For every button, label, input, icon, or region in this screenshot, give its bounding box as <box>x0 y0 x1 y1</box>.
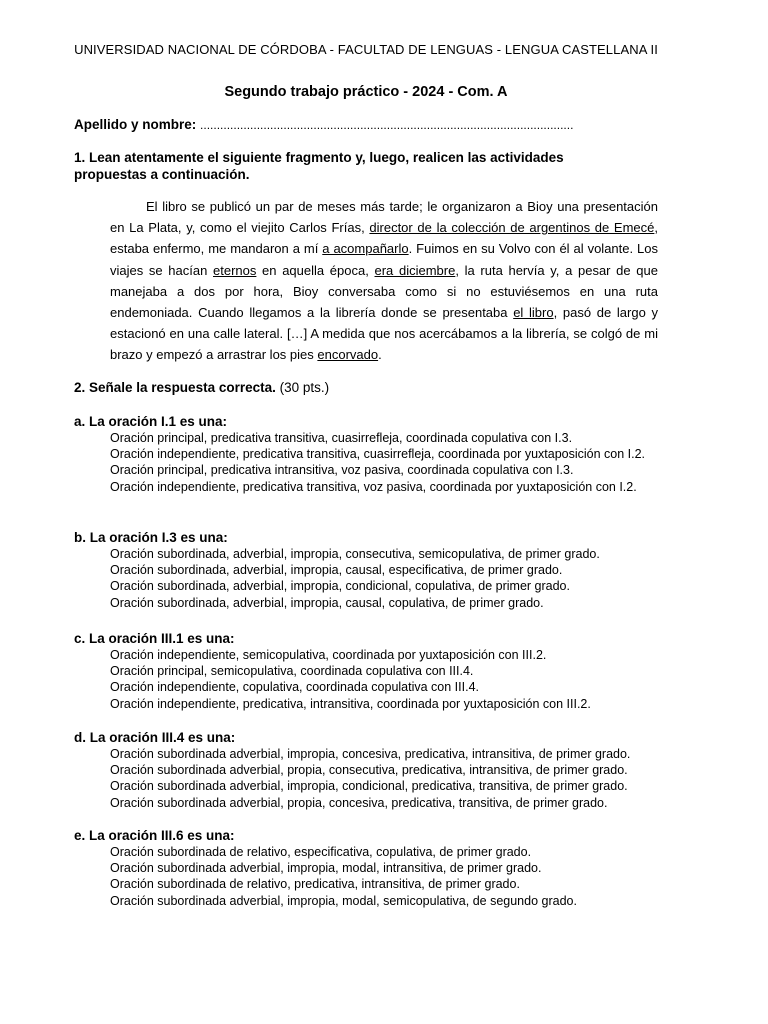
question-2-label: 2. Señale la respuesta correcta. <box>74 380 276 395</box>
option-item: Oración subordinada adverbial, propia, concesiva, predicativa, transitiva, de primer grado. <box>110 795 608 810</box>
question-2-points: (30 pts.) <box>275 380 330 395</box>
option-item: Oración subordinada adverbial, propia, consecutiva, predicativa, intransitiva, de primer grado. <box>110 763 628 778</box>
underlined-fragment: director de la colección de argentinos de Emecé <box>369 220 655 236</box>
section-a <box>74 413 664 495</box>
option-item: Oración independiente, predicativa transitiva, voz pasiva, coordinada por yuxtaposición con I.2. <box>110 479 637 494</box>
section-heading: c. La oración III.1 es una: <box>74 631 235 646</box>
name-label: Apellido y nombre: <box>74 117 197 132</box>
option-item: Oración independiente, semicopulativa, coordinada por yuxtaposición con III.2. <box>110 648 547 662</box>
option-item: Oración principal, predicativa intransitiva, voz pasiva, coordinada copulativa con I.3. <box>110 463 574 478</box>
question-1: 1. Lean atentamente el siguiente fragmento y, luego, realicen las actividades propuestas a continuación. <box>74 150 564 182</box>
university-header: UNIVERSIDAD NACIONAL DE CÓRDOBA - FACULTAD DE LENGUAS - LENGUA CASTELLANA II <box>74 42 658 57</box>
option-item: Oración subordinada adverbial, impropia, modal, intransitiva, de primer grado. <box>110 861 542 876</box>
option-item: Oración independiente, predicativa transitiva, cuasirrefleja, coordinada por yuxtaposición con I.2. <box>110 447 646 462</box>
option-item: Oración subordinada, adverbial, impropia, causal, especificativa, de primer grado. <box>110 563 563 578</box>
passage-text: , la ruta hervía y, a pesar de que manejaba a dos por hora, Bioy conversaba como si no estuviésemos en una ruta endemoniada. Cuando llegamos a la librería donde se presentaba <box>110 262 658 321</box>
section-b <box>74 529 664 611</box>
passage-text: , estaba enfermo, me mandaron a mí <box>110 220 659 257</box>
underlined-fragment: era diciembre <box>374 262 456 278</box>
option-item: Oración subordinada, adverbial, impropia, condicional, copulativa, de primer grado. <box>110 579 570 594</box>
page-title: Segundo trabajo práctico - 2024 - Com. A <box>224 84 508 100</box>
passage-text: , pasó de largo y estacionó en una calle lateral. […] A medida que nos acercábamos a la librería, se colgó de mi brazo y empezó a arrastrar los pies <box>110 305 658 363</box>
option-item: Oración independiente, predicativa, intransitiva, coordinada por yuxtaposición con III.2. <box>110 696 591 711</box>
option-item: Oración principal, predicativa transitiva, cuasirrefleja, coordinada copulativa con I.3. <box>110 431 573 445</box>
option-item: Oración subordinada adverbial, impropia, concesiva, predicativa, intransitiva, de primer grado. <box>110 747 631 761</box>
passage-text: . <box>378 347 382 363</box>
section-heading: e. La oración III.6 es una: <box>74 828 235 843</box>
passage-text: . Fuimos en su Volvo con él al volante. Los viajes se hacían <box>110 241 659 278</box>
reading-passage <box>110 196 658 366</box>
underlined-fragment: encorvado <box>317 347 379 363</box>
name-blank-dots: ................................................................................................................ <box>200 118 574 132</box>
section-heading: a. La oración I.1 es una: <box>74 414 228 429</box>
option-item: Oración independiente, copulativa, coordinada copulativa con III.4. <box>110 680 479 695</box>
passage-text: en aquella época, <box>256 262 375 278</box>
section-d <box>74 729 664 811</box>
option-item: Oración principal, semicopulativa, coordinada copulativa con III.4. <box>110 664 474 679</box>
section-heading: d. La oración III.4 es una: <box>74 730 236 745</box>
underlined-fragment: el libro <box>513 305 554 321</box>
option-item: Oración subordinada de relativo, especificativa, copulativa, de primer grado. <box>110 845 532 859</box>
underlined-fragment: a acompañarlo <box>322 241 409 257</box>
name-field-line <box>74 117 573 132</box>
section-e <box>74 827 664 909</box>
question-2 <box>74 380 329 395</box>
underlined-fragment: eternos <box>213 262 257 278</box>
option-item: Oración subordinada de relativo, predicativa, intransitiva, de primer grado. <box>110 877 520 892</box>
option-item: Oración subordinada adverbial, impropia, condicional, predicativa, transitiva, de primer grado. <box>110 779 628 794</box>
section-c <box>74 630 664 712</box>
option-item: Oración subordinada, adverbial, impropia, consecutiva, semicopulativa, de primer grado. <box>110 547 600 561</box>
option-item: Oración subordinada, adverbial, impropia, causal, copulativa, de primer grado. <box>110 595 544 610</box>
passage-text: El libro se publicó un par de meses más tarde; le organizaron a Bioy una presentación en La Plata, y, como el viejito Carlos Frías, <box>110 199 658 236</box>
option-item: Oración subordinada adverbial, impropia, modal, semicopulativa, de segundo grado. <box>110 893 577 908</box>
section-heading: b. La oración I.3 es una: <box>74 530 228 545</box>
